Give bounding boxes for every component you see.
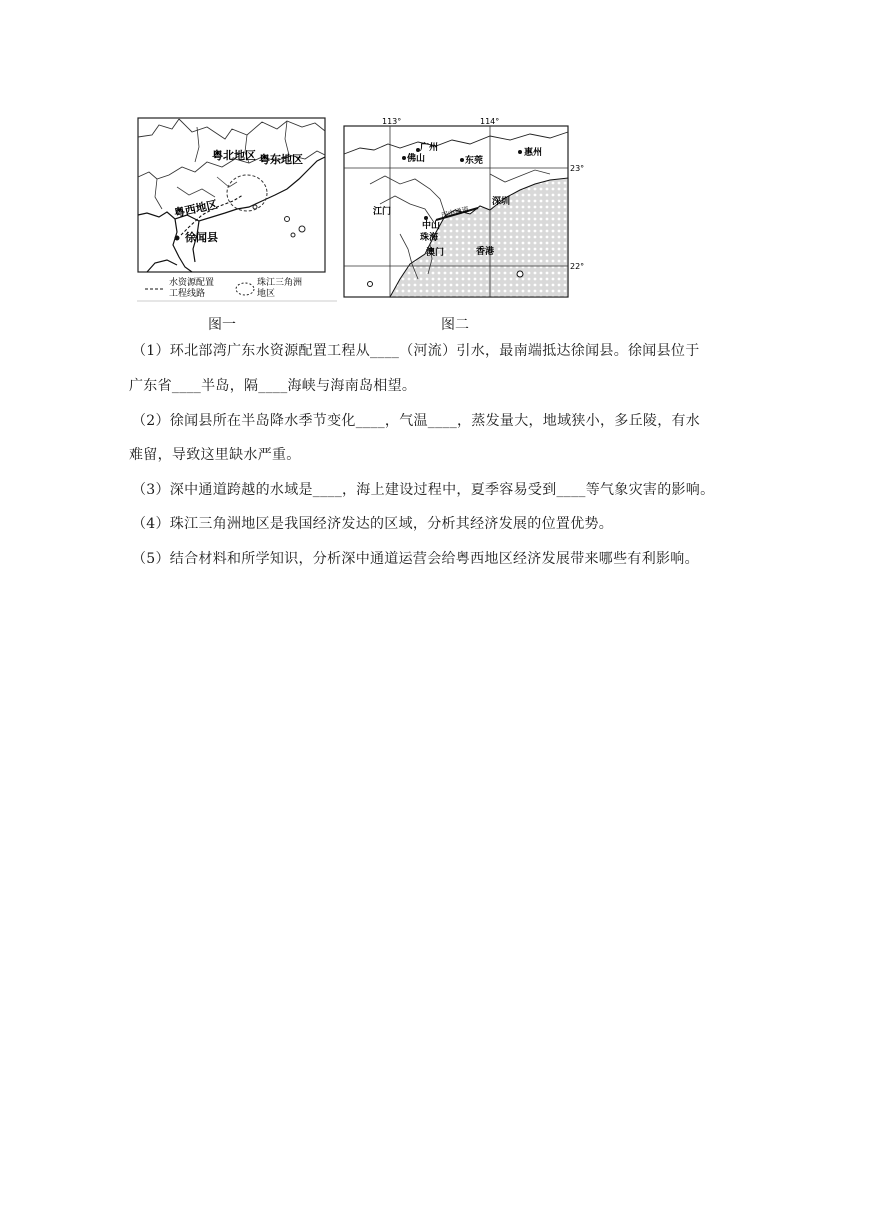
question-3: （3）深中通道跨越的水域是____，海上建设过程中，夏季容易受到____等气象灾害的影响。 xyxy=(132,482,715,498)
map-frame xyxy=(138,118,325,272)
city-dot-huizhou xyxy=(518,150,522,154)
label-huizhou: 惠州 xyxy=(524,148,543,158)
label-guangzhou: 广州 xyxy=(420,143,439,153)
question-1-line-1: （1）环北部湾广东水资源配置工程从____（河流）引水，最南端抵达徐闻县。徐闻县位于 xyxy=(132,343,700,359)
city-dot-foshan xyxy=(402,156,406,160)
figure-2-map xyxy=(340,114,585,300)
lat-label-22: 22° xyxy=(570,262,585,271)
label-yuebei: 粤北地区 xyxy=(212,149,256,162)
question-4: （4）珠江三角洲地区是我国经济发达的区域，分析其经济发展的位置优势。 xyxy=(132,516,614,532)
legend-area-label-2: 地区 xyxy=(257,289,276,299)
figure-1-caption: 图一 xyxy=(208,317,236,333)
figure-1-map xyxy=(137,117,337,303)
island xyxy=(517,271,523,277)
label-dongguan: 东莞 xyxy=(465,156,484,166)
label-foshan: 佛山 xyxy=(407,154,426,164)
label-yuedong: 粤东地区 xyxy=(259,153,303,166)
figure-2-caption: 图二 xyxy=(441,317,469,333)
label-jiangmen: 江门 xyxy=(373,207,392,217)
legend-area-label-1: 珠江三角洲 xyxy=(257,278,303,288)
question-2-line-2: 难留，导致这里缺水严重。 xyxy=(129,447,301,463)
lon-label-114: 114° xyxy=(480,117,500,126)
question-1-line-2: 广东省____半岛，隔____海峡与海南岛相望。 xyxy=(129,378,417,394)
legend-line-label-1: 水资源配置 xyxy=(169,278,215,288)
question-5: （5）结合材料和所学知识，分析深中通道运营会给粤西地区经济发展带来哪些有利影响。 xyxy=(132,551,699,567)
legend-line-label-2: 工程线路 xyxy=(169,289,206,299)
label-xuwen: 徐闻县 xyxy=(185,231,218,244)
city-dot-zhongshan xyxy=(424,216,428,220)
lat-label-23: 23° xyxy=(570,164,585,173)
legend-area-symbol xyxy=(236,283,254,295)
label-macau: 澳门 xyxy=(426,248,445,258)
label-hongkong: 香港 xyxy=(476,247,495,257)
label-tunnel: 深中通道 xyxy=(440,205,470,220)
label-shenzhen: 深圳 xyxy=(492,197,511,207)
question-2-line-1: （2）徐闻县所在半岛降水季节变化____，气温____，蒸发量大，地域狭小，多丘陵，有水 xyxy=(132,413,701,429)
label-zhongshan: 中山 xyxy=(422,221,441,231)
xuwen-dot xyxy=(175,236,180,241)
figure-1 xyxy=(137,117,337,303)
figure-2 xyxy=(340,114,585,300)
lon-label-113: 113° xyxy=(382,117,402,126)
island xyxy=(368,282,373,287)
label-yuexi: 粤西地区 xyxy=(172,198,219,220)
label-zhuhai: 珠海 xyxy=(420,233,439,243)
city-dot-dongguan xyxy=(460,158,464,162)
